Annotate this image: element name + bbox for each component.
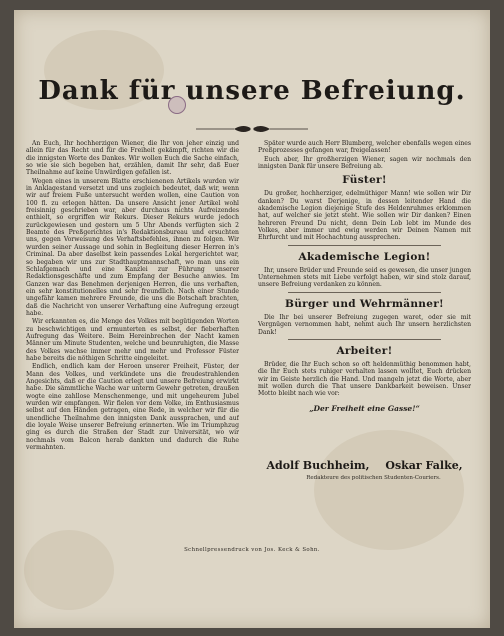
headline: Dank für unsere Befreiung.: [38, 76, 466, 106]
left-column: [26, 140, 239, 544]
section-heading: Bürger und Wehrmänner!: [285, 297, 444, 310]
ink-stamp: [168, 96, 186, 114]
signature-buchheim: Adolf Buchheim,: [266, 459, 370, 472]
paragraph: Euch aber, Ihr großherzigen Wiener, sagen wir nochmals den innigsten Dank für unsere Befreiung ab.: [258, 155, 471, 171]
printer-imprint: Schnellpressendruck von Jos. Keck & Sohn.: [184, 547, 320, 553]
section-text: Du großer, hochherziger, edelmüthiger Mann! wie sollen wir Dir danken? Du warst Derjenige, in dessen leitender Hand die akademische Legion diejenige Stufe des Heldenruhmes erklommen hat, auf welcher sie jetzt steht. Wie sollen wir Dir danken? Einen hehreren Freund Du nicht, denn Dein Lob lebt im Munde des Volkes, aber immer und ewig werden wir Deinen Namen mit Ehrfurcht und mit Hochachtung aussprechen.: [258, 190, 471, 242]
section-text: Ihr, unsere Brüder und Freunde seid es gewesen, die unser jungen Unternehmen stets mit Liebe verfolgt haben, wir sind stolz darauf, unsere Befreiung verdanken zu können.: [258, 266, 471, 289]
section-text: Brüder, die Ihr Euch schon so oft heldenmüthig benommen habt, die Ihr Euch stets ruhiger verhalten lassen wolltet, Euch drücken wir im Geiste herzlich die Hand. Und mangeln jetzt die Worte, aber mit wollen durch die That unsere Dankbarkeit beweisen. Unser Motto bleibt nach wie vor:: [258, 360, 471, 398]
paragraph: Endlich, endlich kam der Heroen unserer Freiheit, Füster, der Mann des Volkes, und verkündete uns die freudestrahlenden Angesichts, daß er die Caution erlegt und unsere Befreiung erwirkt habe. Die sämmtliche Wache war unterm Gewehr getreten, draußen wogte eine zahllose Menschenmenge, und mit ungeheurem Jubel wurden wir empfangen. Wir fielen vor dem Volke, im Enthusiasmus selbst auf den Händen getragen, eine Rede, in welcher wir für die unendliche Theilnahme den innigsten Dank aussprachen, und auf die loyale Weise unserer Befreiung erinnerten. Wie im Triumphzug ging es durch die Straßen der Stadt zur Universität, wo wir nochmals vom Balcon herab dankten und dadurch die Ruhe vermahnten.: [26, 363, 239, 452]
broadside-sheet: [14, 10, 490, 628]
paragraph: Wegen eines in unserem Blatte erschienenen Artikels wurden wir in Anklagestand versetzt und uns zugleich bedeutet, daß wir, wenn wir auf freiem Fuße untersucht werden wollen, eine Caution von 100 fl. zu erlegen hätten. Da unsere Ansicht jener Artikel wohl freisinnig geschrieben war, aber durchaus nichts Aufreizendes enthielt, so ergriffen wir Rekurs. Dieser Rekurs wurde jedoch zurückgewiesen und gestern um 5 Uhr Abends verfügten sich 2 Beamte des Preßgerichtes in's Redaktionsbureau und ersuchten uns, gegen Vorweisung des Verhaftsbefehles, ihnen zu folgen. Wir wurden seiner Aussage und sohin in Begleitung dieser Herren in's Criminal. Da aber daselbst kein passendes Lokal hergerichtet war, so begaben wir uns zur Stadthauptmannschaft, wo man uns ein Schlafgemach und eine Kanzlei zur Führung unserer Redaktionsgeschäfte und zum Empfang der Besuche anwies. Im Ganzen war das Benehmen derjenigen Herren, die uns verhaften, ein sehr konstitutionelles und sehr freundlich. Nach einer Stunde ungefähr kamen mehrere Freunde, die uns die Botschaft brachten, daß die Nachricht von unserer Verhaftung eine Aufregung erzeugt habe.: [26, 177, 239, 317]
signatures: [258, 459, 471, 472]
signature-role: Redakteure des politischen Studenten-Couriers.: [306, 475, 441, 481]
paragraph: Wir erkannten es, die Menge des Volkes mit begütigenden Worten zu beschwichtigen und ermunterten es selbst, der fieberhaften Aufregung das Weitere. Beim Hereinbrechen der Nacht kamen Männer um Minute Studenten, welche und beunruhigten, die Masse des Volkes wachse immer mehr und mehr und Professor Füster habe bereits die nöthigen Schritte eingeleitet.: [26, 318, 239, 362]
paragraph: An Euch, Ihr hochherzigen Wiener, die Ihr von jeher einzig und allein für das Recht und für die Freiheit gekämpft, richten wir die die innigsten Worte des Dankes. Wir wollen Euch die Sache einfach, so wie sie sich begeben hat, erzählen, damit Ihr sehr, daß Euer Theilnahme auf keine Unwürdigen gefallen ist.: [26, 140, 239, 177]
right-column: [258, 140, 471, 460]
paragraph: Später wurde auch Herr Blumberg, welcher ebenfalls wegen eines Preßprozesses gefangen war, freigelassen!: [258, 140, 471, 155]
motto: „Der Freiheit eine Gasse!“: [309, 403, 420, 413]
divider: [288, 292, 441, 293]
divider: [288, 339, 441, 340]
section-heading: Füster!: [342, 174, 387, 187]
section-heading: Arbeiter!: [336, 344, 393, 357]
signature-falke: Oskar Falke,: [385, 459, 463, 472]
section-text: Die Ihr bei unserer Befreiung zugegen waret, oder sie mit Vergnügen vernommen habt, nehmt auch Ihr unsern herzlichsten Dank!: [258, 313, 471, 336]
section-heading: Akademische Legion!: [298, 250, 431, 263]
ornamental-divider-icon: [194, 123, 310, 135]
divider: [288, 245, 441, 246]
